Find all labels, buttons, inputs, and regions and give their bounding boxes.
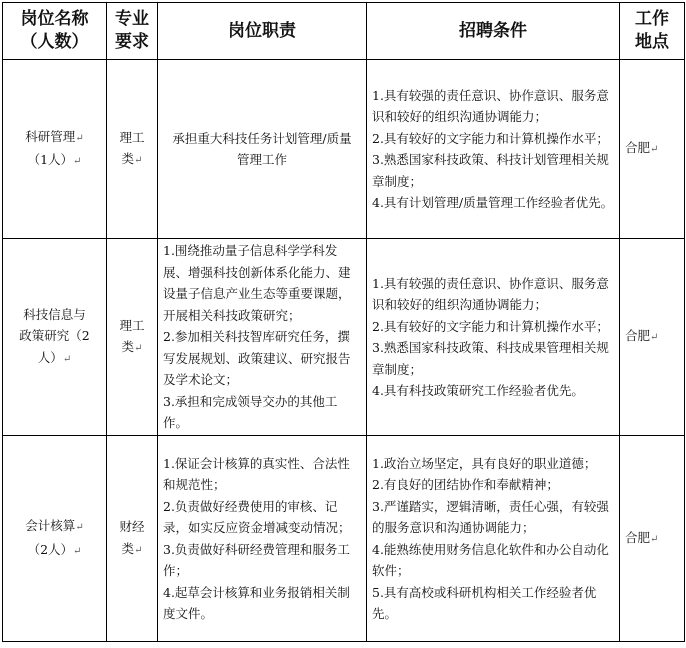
recruitment-table (2, 2, 685, 642)
major-cell: 财经 类↵ (107, 436, 158, 642)
location-text: 合肥 (625, 328, 651, 344)
location-text: 合肥 (625, 140, 651, 156)
header-major-line1: 专业 (115, 9, 149, 29)
duty-item: 承担重大科技任务计划管理/质量管理工作 (172, 130, 352, 167)
duties-cell (158, 436, 367, 642)
table-row (3, 239, 685, 436)
position-name-cont: 政策研究（2 (19, 328, 90, 344)
requirement-item: 1.具有较强的责任意识、协作意识、服务意识和较好的组织沟通协调能力； (372, 87, 609, 124)
location-cell: 合肥↵ (620, 60, 685, 239)
position-count: （2人） (27, 541, 74, 557)
requirement-item: 2.有良好的团结协作和奉献精神； (372, 477, 559, 492)
duties-cell (158, 239, 367, 436)
header-position-line2: （人数） (20, 32, 89, 52)
location-cell: 合肥↵ (620, 239, 685, 436)
major-cell: 理工 类↵ (107, 239, 158, 436)
duty-item: 3.负责做好科研经费管理和服务工作； (163, 541, 350, 578)
header-position (3, 3, 107, 60)
requirement-item: 5.具有高校或科研机构相关工作经验者优先。 (372, 584, 597, 621)
table-row (3, 60, 685, 239)
table-row (3, 436, 685, 642)
location-cell: 合肥↵ (620, 436, 685, 642)
requirement-item: 4.具有科技政策研究工作经验者优先。 (372, 383, 584, 398)
duty-item: 2.参加相关科技智库研究任务，撰写发展规划、政策建议、研究报告及学术论文； (163, 329, 351, 388)
major-cell: 理工 类↵ (107, 60, 158, 239)
location-text: 合肥 (625, 529, 651, 545)
duty-item: 3.承担和完成领导交办的其他工作。 (163, 393, 338, 431)
requirements-cell (367, 60, 620, 239)
requirement-item: 3.熟悉国家科技政策、科技计划管理相关规章制度； (372, 152, 609, 189)
header-location-line2: 地点 (635, 32, 669, 52)
major-line2: 类 (121, 151, 135, 166)
table-header-row (3, 3, 685, 60)
requirements-cell (367, 436, 620, 642)
major-line1: 理工 (119, 317, 145, 333)
duty-item: 2.负责做好经费使用的审核、记录，如实反应资金增减变动情况； (163, 498, 351, 535)
header-position-line1: 岗位名称 (20, 9, 89, 29)
header-major (107, 3, 158, 60)
header-requirements: 招聘条件 (367, 3, 620, 60)
position-name: 科技信息与 (23, 306, 86, 322)
requirement-item: 3.严谨踏实，逻辑清晰，责任心强，有较强的服务意识和沟通协调能力； (372, 498, 609, 535)
position-cell: 科技信息与 政策研究（2 人）↵ (3, 239, 107, 436)
requirement-item: 3.熟悉国家科技政策、科技成果管理相关规章制度； (372, 340, 609, 377)
position-cell: 会计核算↵ （2人）↵ (3, 436, 107, 642)
header-location-line1: 工作 (635, 9, 669, 29)
requirements-cell (367, 239, 620, 436)
duties-cell (158, 60, 367, 239)
header-location (620, 3, 685, 60)
requirement-item: 1.政治立场坚定，具有良好的职业道德； (372, 455, 597, 471)
major-line1: 理工 (119, 129, 145, 145)
duty-item: 1.保证会计核算的真实性、合法性和规范性； (163, 455, 350, 492)
requirement-item: 1.具有较强的责任意识、协作意识、服务意识和较好的组织沟通协调能力； (372, 275, 609, 312)
position-count: 人） (37, 349, 63, 365)
requirement-item: 2.具有较好的文字能力和计算机操作水平； (372, 318, 609, 334)
position-name: 会计核算 (25, 518, 76, 533)
duty-item: 4.起草会计核算和业务报销相关制度文件。 (163, 584, 350, 621)
major-line2: 类 (121, 339, 135, 354)
position-cell: 科研管理↵ （1人）↵ (3, 60, 107, 239)
requirement-item: 4.具有计划管理/质量管理工作经验者优先。 (372, 195, 614, 210)
requirement-item: 2.具有较好的文字能力和计算机操作水平； (372, 130, 609, 146)
requirement-item: 4.能熟练使用财务信息化软件和办公自动化软件； (372, 541, 609, 578)
major-line1: 财经 (119, 519, 145, 534)
major-line2: 类 (121, 540, 135, 556)
position-count: （1人） (27, 152, 74, 167)
header-duties: 岗位职责 (158, 3, 367, 60)
duty-item: 1.围绕推动量子信息科学学科发展、增强科技创新体系化能力、建设量子信息产业生态等重要课题，开展相关科技政策研究； (163, 243, 351, 323)
position-name: 科研管理 (25, 128, 76, 144)
header-major-line2: 要求 (115, 32, 149, 52)
